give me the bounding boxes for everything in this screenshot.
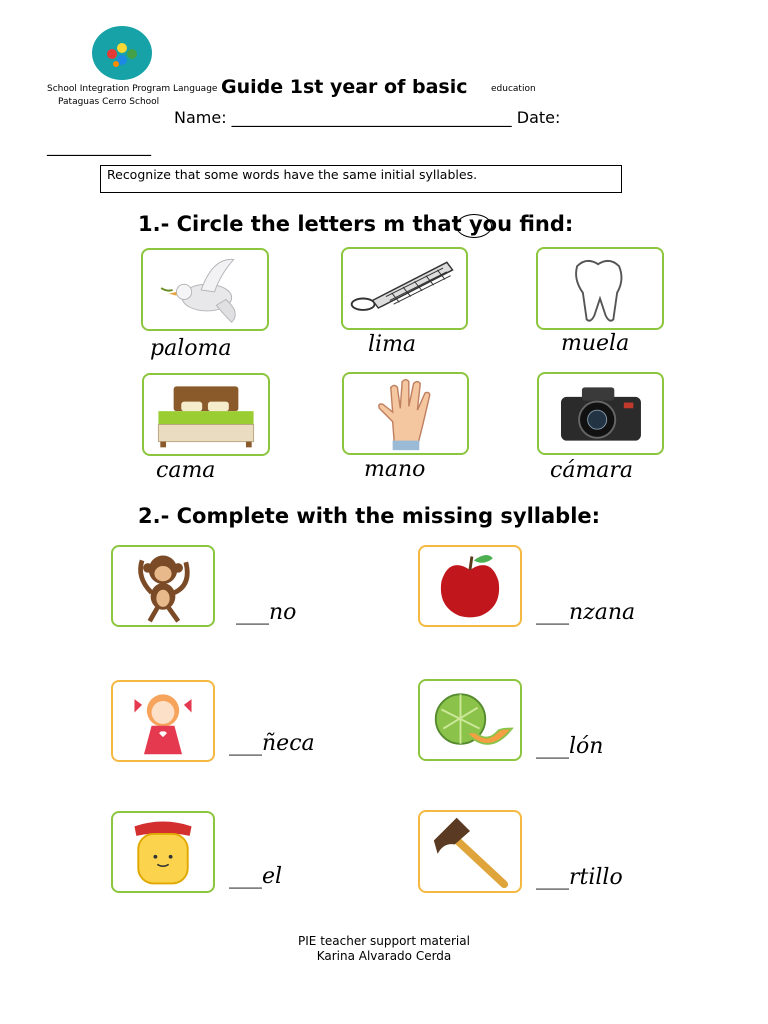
monkey-icon (113, 547, 213, 625)
file-tool-card (341, 247, 468, 330)
syllable-item-4[interactable]: ___lón (536, 734, 604, 759)
school-name: Pataguas Cerro School (58, 97, 160, 107)
school-program: School Integration Program Language (47, 84, 218, 94)
syllable-item-5[interactable]: ___el (229, 864, 283, 889)
apple-icon (420, 547, 520, 625)
syllable-item-2[interactable]: ___nzana (536, 600, 636, 625)
melon-icon (420, 681, 520, 759)
honey-jar-icon (113, 813, 213, 891)
word-mano: mano (364, 457, 426, 482)
doll-card (111, 680, 215, 762)
dove-card (141, 248, 269, 331)
syllable-item-6[interactable]: ___rtillo (536, 865, 623, 890)
bed-card (142, 373, 270, 456)
melon-card (418, 679, 522, 761)
section2-heading: 2.- Complete with the missing syllable: (138, 504, 601, 528)
hand-icon (344, 374, 467, 453)
word-lima: lima (368, 332, 417, 357)
title-suffix: education (491, 84, 536, 94)
camera-icon (539, 374, 662, 453)
word-paloma: paloma (150, 336, 232, 361)
hand-card (342, 372, 469, 455)
date-field[interactable]: _____________ (47, 137, 151, 156)
doll-icon (113, 682, 213, 760)
honey-card (111, 811, 215, 893)
syllable-item-3[interactable]: ___ñeca (229, 731, 315, 756)
hammer-icon (420, 812, 520, 891)
footer-material: PIE teacher support material (298, 934, 470, 948)
word-muela: muela (561, 331, 630, 356)
name-date-field[interactable]: Name: ___________________________________ Date: (174, 108, 561, 127)
bed-icon (144, 375, 268, 454)
school-logo (92, 26, 152, 80)
syllable-item-1[interactable]: ___no (236, 600, 297, 625)
tooth-card (536, 247, 664, 330)
page-title: Guide 1st year of basic (221, 76, 468, 98)
camera-card (537, 372, 664, 455)
tooth-icon (538, 249, 662, 328)
word-camara: cámara (550, 458, 634, 483)
circle-example-mark (456, 214, 492, 238)
file-tool-icon (343, 249, 466, 328)
dove-icon (143, 250, 267, 329)
hammer-card (418, 810, 522, 893)
word-cama: cama (156, 458, 216, 483)
apple-card (418, 545, 522, 627)
footer-author: Karina Alvarado Cerda (316, 949, 452, 963)
section1-heading: 1.- Circle the letters m that you find: (138, 212, 574, 236)
monkey-card (111, 545, 215, 627)
instruction-box: Recognize that some words have the same initial syllables. (100, 165, 622, 193)
